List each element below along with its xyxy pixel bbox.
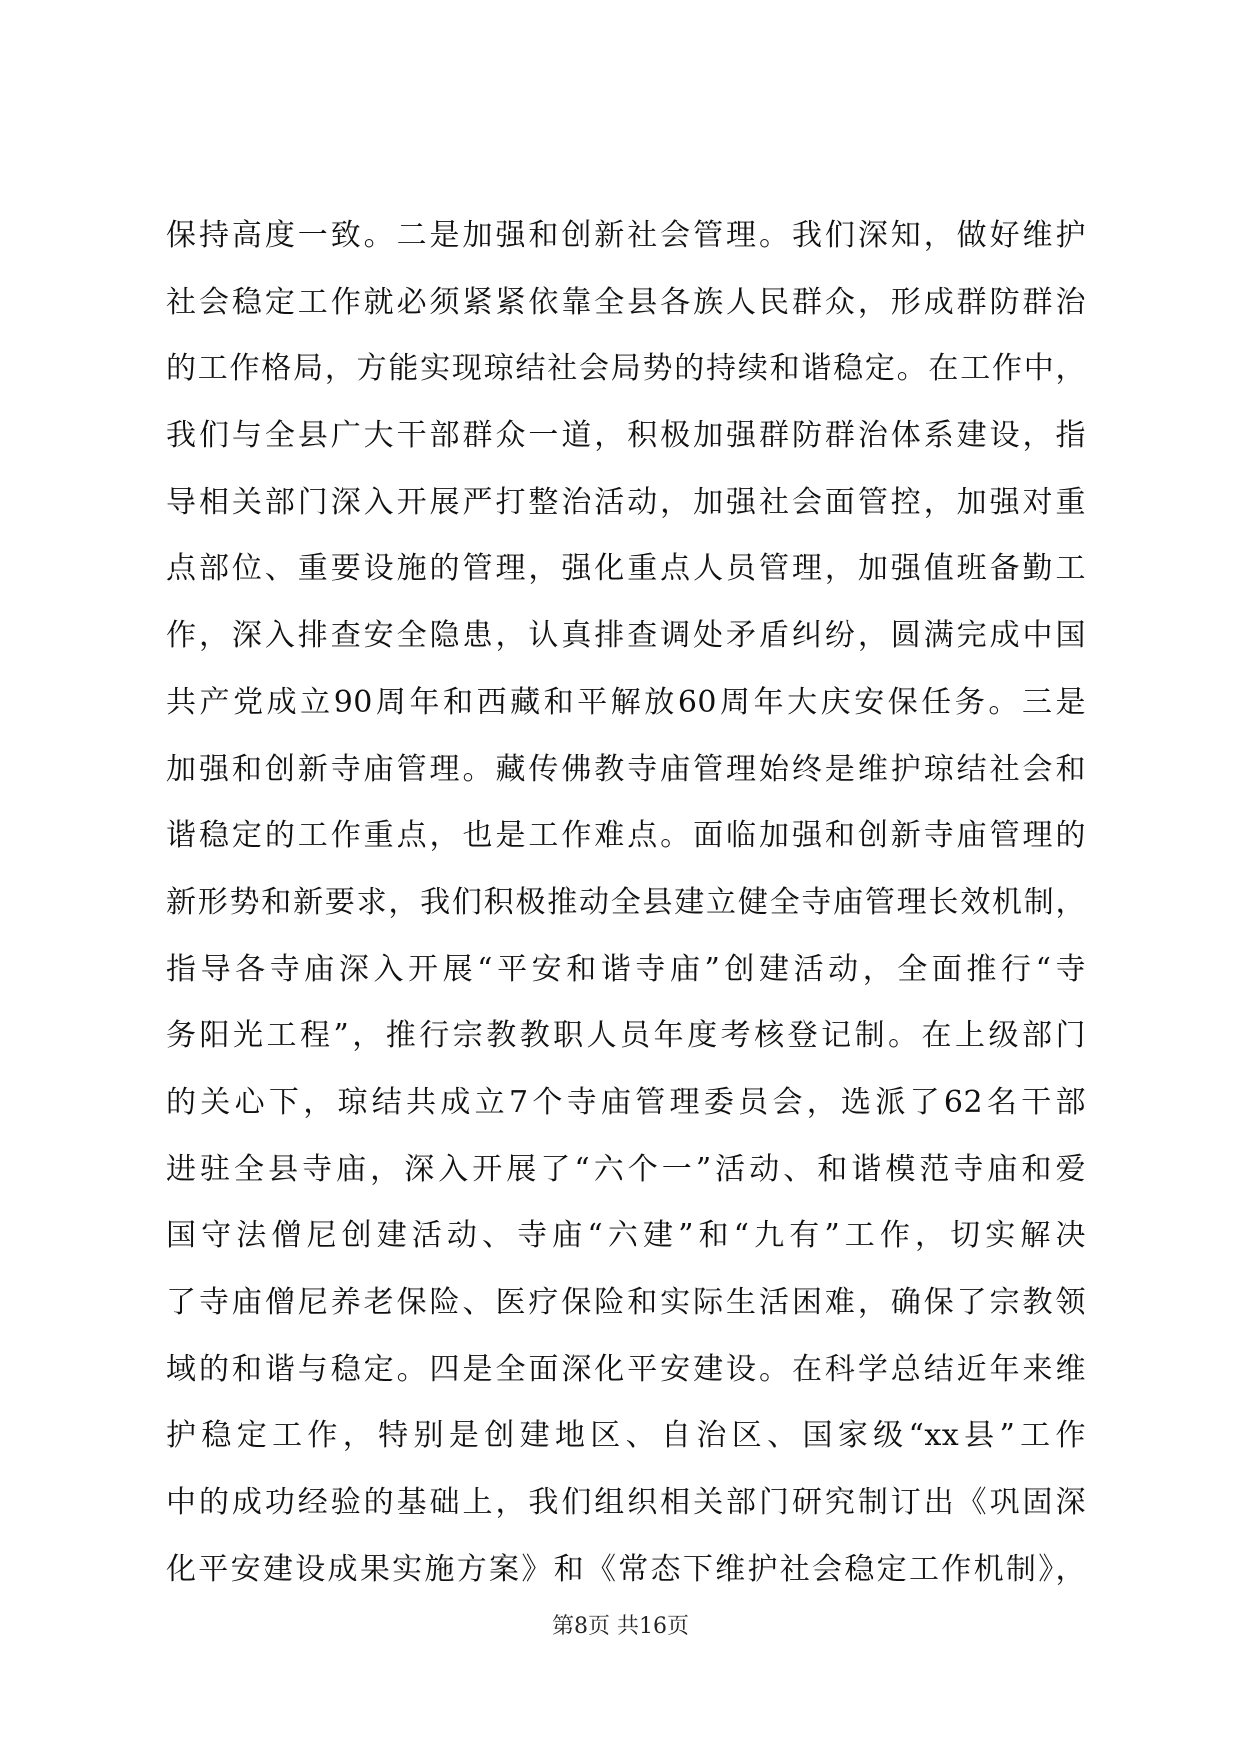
text-line: 导相关部门深入开展严打整治活动，加强社会面管控，加强对重 bbox=[166, 484, 1086, 520]
text-line: 指导各寺庙深入开展“平安和谐寺庙”创建活动，全面推行“寺 bbox=[166, 951, 1086, 987]
text-line: 中的成功经验的基础上，我们组织相关部门研究制订出《巩固深 bbox=[166, 1485, 1086, 1521]
text-line: 我们与全县广大干部群众一道，积极加强群防群治体系建设，指 bbox=[166, 418, 1086, 454]
text-line: 务阳光工程”，推行宗教教职人员年度考核登记制。在上级部门 bbox=[166, 1018, 1086, 1054]
text-line: 了寺庙僧尼养老保险、医疗保险和实际生活困难，确保了宗教领 bbox=[166, 1285, 1086, 1320]
page-number-footer: 第8页 共16页 bbox=[552, 1614, 689, 1639]
text-line: 化平安建设成果实施方案》和《常态下维护社会稳定工作机制》， bbox=[166, 1551, 1086, 1587]
text-line: 社会稳定工作就必须紧紧依靠全县各族人民群众，形成群防群治 bbox=[166, 284, 1086, 320]
text-line: 国守法僧尼创建活动、寺庙“六建”和“九有”工作，切实解决 bbox=[166, 1218, 1086, 1254]
text-line: 共产党成立90周年和西藏和平解放60周年大庆安保任务。三是 bbox=[166, 684, 1086, 720]
text-line: 的工作格局，方能实现琼结社会局势的持续和谐稳定。在工作中， bbox=[166, 351, 1086, 387]
body-text bbox=[166, 203, 1086, 1603]
text-line: 护稳定工作，特别是创建地区、自治区、国家级“xx县”工作 bbox=[166, 1418, 1086, 1454]
text-line: 的关心下，琼结共成立7个寺庙管理委员会，选派了62名干部 bbox=[166, 1084, 1086, 1120]
text-line: 保持高度一致。二是加强和创新社会管理。我们深知，做好维护 bbox=[166, 218, 1086, 253]
text-line: 点部位、重要设施的管理，强化重点人员管理，加强值班备勤工 bbox=[166, 551, 1086, 587]
text-line: 进驻全县寺庙，深入开展了“六个一”活动、和谐模范寺庙和爱 bbox=[166, 1151, 1086, 1187]
text-line: 作，深入排查安全隐患，认真排查调处矛盾纠纷，圆满完成中国 bbox=[166, 618, 1086, 654]
text-line: 新形势和新要求，我们积极推动全县建立健全寺庙管理长效机制， bbox=[166, 884, 1086, 920]
text-line: 域的和谐与稳定。四是全面深化平安建设。在科学总结近年来维 bbox=[166, 1351, 1086, 1387]
text-line: 加强和创新寺庙管理。藏传佛教寺庙管理始终是维护琼结社会和 bbox=[166, 751, 1086, 787]
text-line: 谐稳定的工作重点，也是工作难点。面临加强和创新寺庙管理的 bbox=[166, 818, 1086, 854]
